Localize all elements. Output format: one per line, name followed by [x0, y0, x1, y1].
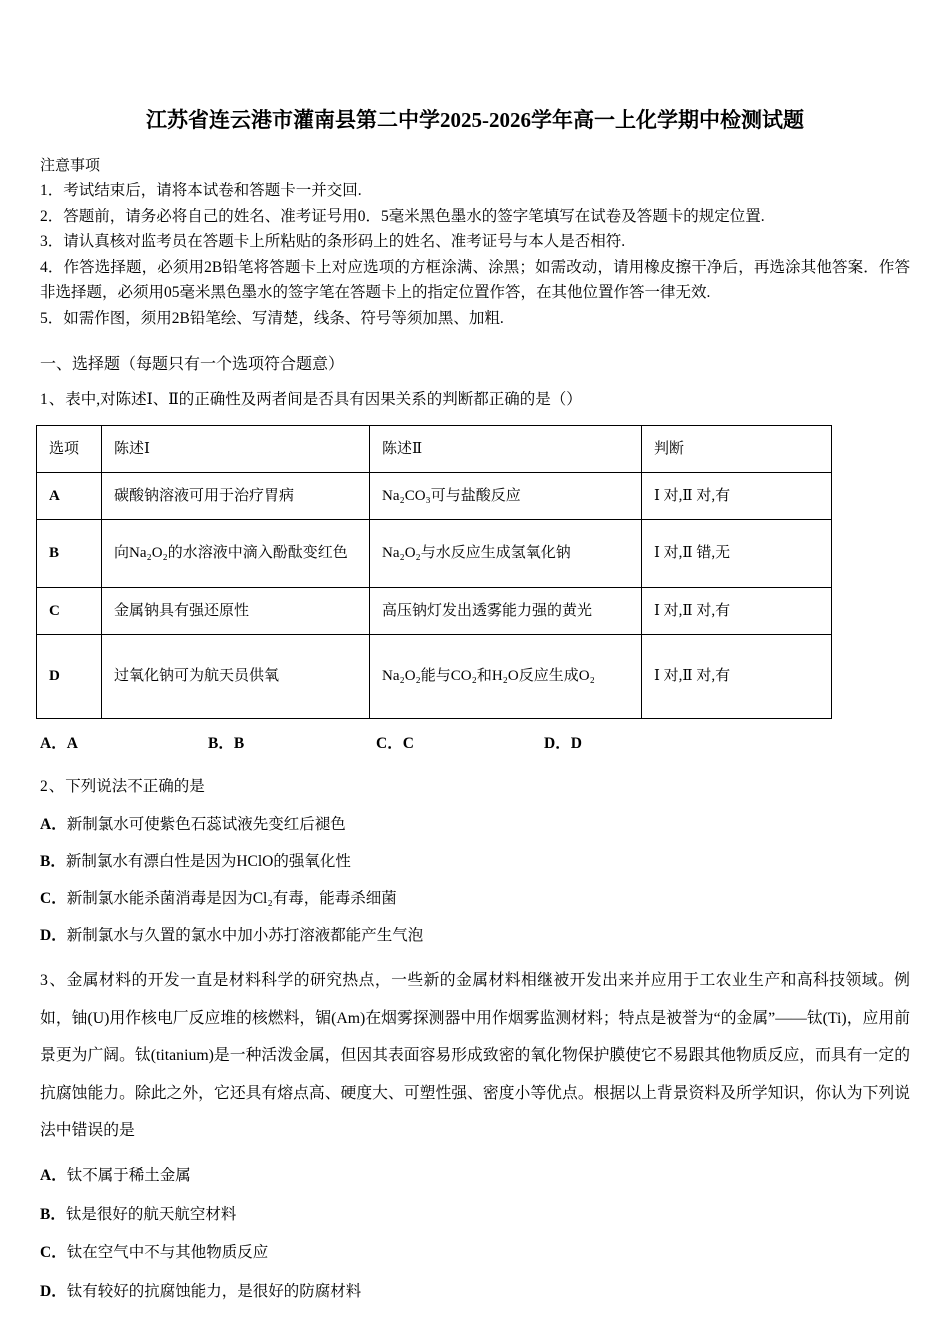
option-label: B． [40, 853, 66, 870]
option-text: 钛不属于稀土金属 [66, 1167, 191, 1184]
question-stem-text: 表中,对陈述Ⅰ、Ⅱ的正确性及两者间是否具有因果关系的判断都正确的是（） [65, 391, 582, 408]
option-text: 新制氯水可使紫色石蕊试液先变红后褪色 [66, 816, 346, 833]
notice-item: 4．作答选择题，必须用2B铅笔将答题卡上对应选项的方框涂满、涂黑；如需改动，请用橡皮擦干净后，再选涂其他答案．作答非选择题，必须用05毫米黑色墨水的签字笔在答题卡上的指定位置作答，在其他位置作答一律无效. [40, 258, 910, 301]
table-cell-statement2: Na₂O₂与水反应生成氢氧化钠 [370, 520, 642, 588]
table-cell-judgement: Ⅰ 对,Ⅱ 对,有 [642, 473, 832, 520]
option-text: 钛有较好的抗腐蚀能力，是很好的防腐材料 [66, 1282, 362, 1300]
option-label: D． [40, 927, 67, 944]
notice-item: 5．如需作图，须用2B铅笔绘、写清楚，线条、符号等须加黑、加粗. [40, 309, 504, 327]
table-row [37, 520, 832, 588]
table-header-judgement: 判断 [642, 426, 832, 473]
question-stem-text: 金属材料的开发一直是材料科学的研究热点，一些新的金属材料相继被开发出来并应用于工农业生产和高科技领域。例如，铀(U)用作核电厂反应堆的核燃料，镅(Am)在烟雾探测器中用作烟雾监测材料；特点是被誉为“的金属”——钛(Ti)，应用前景更为广阔。钛(titanium)是一种活泼金属，但因其表面容易形成致密的氧化物保护膜使它不易跟其他物质反应，而具有一定的抗腐蚀能力。除此之外，它还具有熔点高、硬度大、可塑性强、密度小等优点。根据以上背景资料及所学知识，你认为下列说法中错误的是 [40, 972, 910, 1139]
question-2-option [40, 887, 910, 911]
option-text: 新制氯水有漂白性是因为HClO的强氧化性 [65, 853, 351, 870]
option-text: 新制氯水能杀菌消毒是因为Cl₂有毒，能毒杀细菌 [66, 890, 397, 907]
answer-choice-d: D．D [544, 735, 582, 752]
option-label: B． [40, 1205, 66, 1223]
question-1-stem [40, 387, 910, 413]
table-cell-statement2: Na₂O₂能与CO₂和H₂O反应生成O₂ [370, 635, 642, 719]
page-title: 江苏省连云港市灌南县第二中学2025-2026学年高一上化学期中检测试题 [146, 108, 804, 132]
table-cell-option: D [37, 635, 102, 719]
answer-choice-c: C．C [376, 735, 414, 752]
notice-item: 3．请认真核对监考员在答题卡上所粘贴的条形码上的姓名、准考证号与本人是否相符. [40, 233, 626, 250]
table-row [37, 588, 832, 635]
question-2-option [40, 924, 910, 948]
table-cell-option: B [37, 520, 102, 588]
table-header-row [37, 426, 832, 473]
table-row [37, 473, 832, 520]
question-1 [40, 387, 910, 756]
question-3-options [40, 1164, 910, 1304]
option-text: 钛是很好的航天航空材料 [65, 1205, 237, 1223]
table-header-option: 选项 [37, 426, 102, 473]
answer-choice-a: A．A [40, 735, 78, 752]
table-cell-statement1: 过氧化钠可为航天员供氧 [102, 635, 370, 719]
question-number: 3、 [40, 972, 67, 989]
table-cell-option: C [37, 588, 102, 635]
question-2-option [40, 850, 910, 874]
table-cell-judgement: Ⅰ 对,Ⅱ 对,有 [642, 588, 832, 635]
option-label: C． [40, 1244, 67, 1261]
question-3-option [40, 1164, 910, 1188]
question-stem-text: 下列说法不正确的是 [65, 778, 205, 795]
table-cell-judgement: Ⅰ 对,Ⅱ 错,无 [642, 520, 832, 588]
option-label: C． [40, 890, 67, 907]
table-cell-option: A [37, 473, 102, 520]
notice-item: 2．答题前，请务必将自己的姓名、准考证号用0．5毫米黑色墨水的签字笔填写在试卷及答题卡的规定位置. [40, 207, 765, 225]
option-text: 钛在空气中不与其他物质反应 [66, 1244, 269, 1261]
table-cell-statement1: 碳酸钠溶液可用于治疗胃病 [102, 473, 370, 520]
question-2-option [40, 813, 910, 837]
question-3 [40, 962, 910, 1304]
option-label: D． [40, 1282, 67, 1300]
question-1-answer-row [40, 732, 910, 756]
table-cell-judgement: Ⅰ 对,Ⅱ 对,有 [642, 635, 832, 719]
question-2-stem [40, 774, 910, 800]
answer-choice-b: B．B [208, 735, 245, 752]
option-label: A． [40, 816, 67, 833]
notice-item: 1．考试结束后，请将本试卷和答题卡一并交回. [40, 182, 362, 199]
table-cell-statement1: 向Na₂O₂的水溶液中滴入酚酞变红色 [102, 520, 370, 588]
option-text: 新制氯水与久置的氯水中加小苏打溶液都能产生气泡 [66, 927, 424, 944]
section-heading: 一、选择题（每题只有一个选项符合题意） [40, 356, 345, 373]
notice-heading: 注意事项 [40, 158, 101, 174]
question-3-option [40, 1280, 910, 1304]
table-cell-statement2: Na₂CO₃可与盐酸反应 [370, 473, 642, 520]
question-3-option [40, 1241, 910, 1265]
question-number: 1、 [40, 391, 66, 408]
table-cell-statement2: 高压钠灯发出透雾能力强的黄光 [370, 588, 642, 635]
table-header-statement2: 陈述Ⅱ [370, 426, 642, 473]
option-label: A． [40, 1167, 67, 1184]
question-number: 2、 [40, 778, 66, 795]
question-2 [40, 774, 910, 948]
question-1-table [36, 425, 832, 719]
table-cell-statement1: 金属钠具有强还原性 [102, 588, 370, 635]
table-header-statement1: 陈述Ⅰ [102, 426, 370, 473]
table-row [37, 635, 832, 719]
notice-section [40, 154, 910, 331]
question-3-stem [40, 962, 910, 1150]
question-3-option [40, 1203, 910, 1227]
